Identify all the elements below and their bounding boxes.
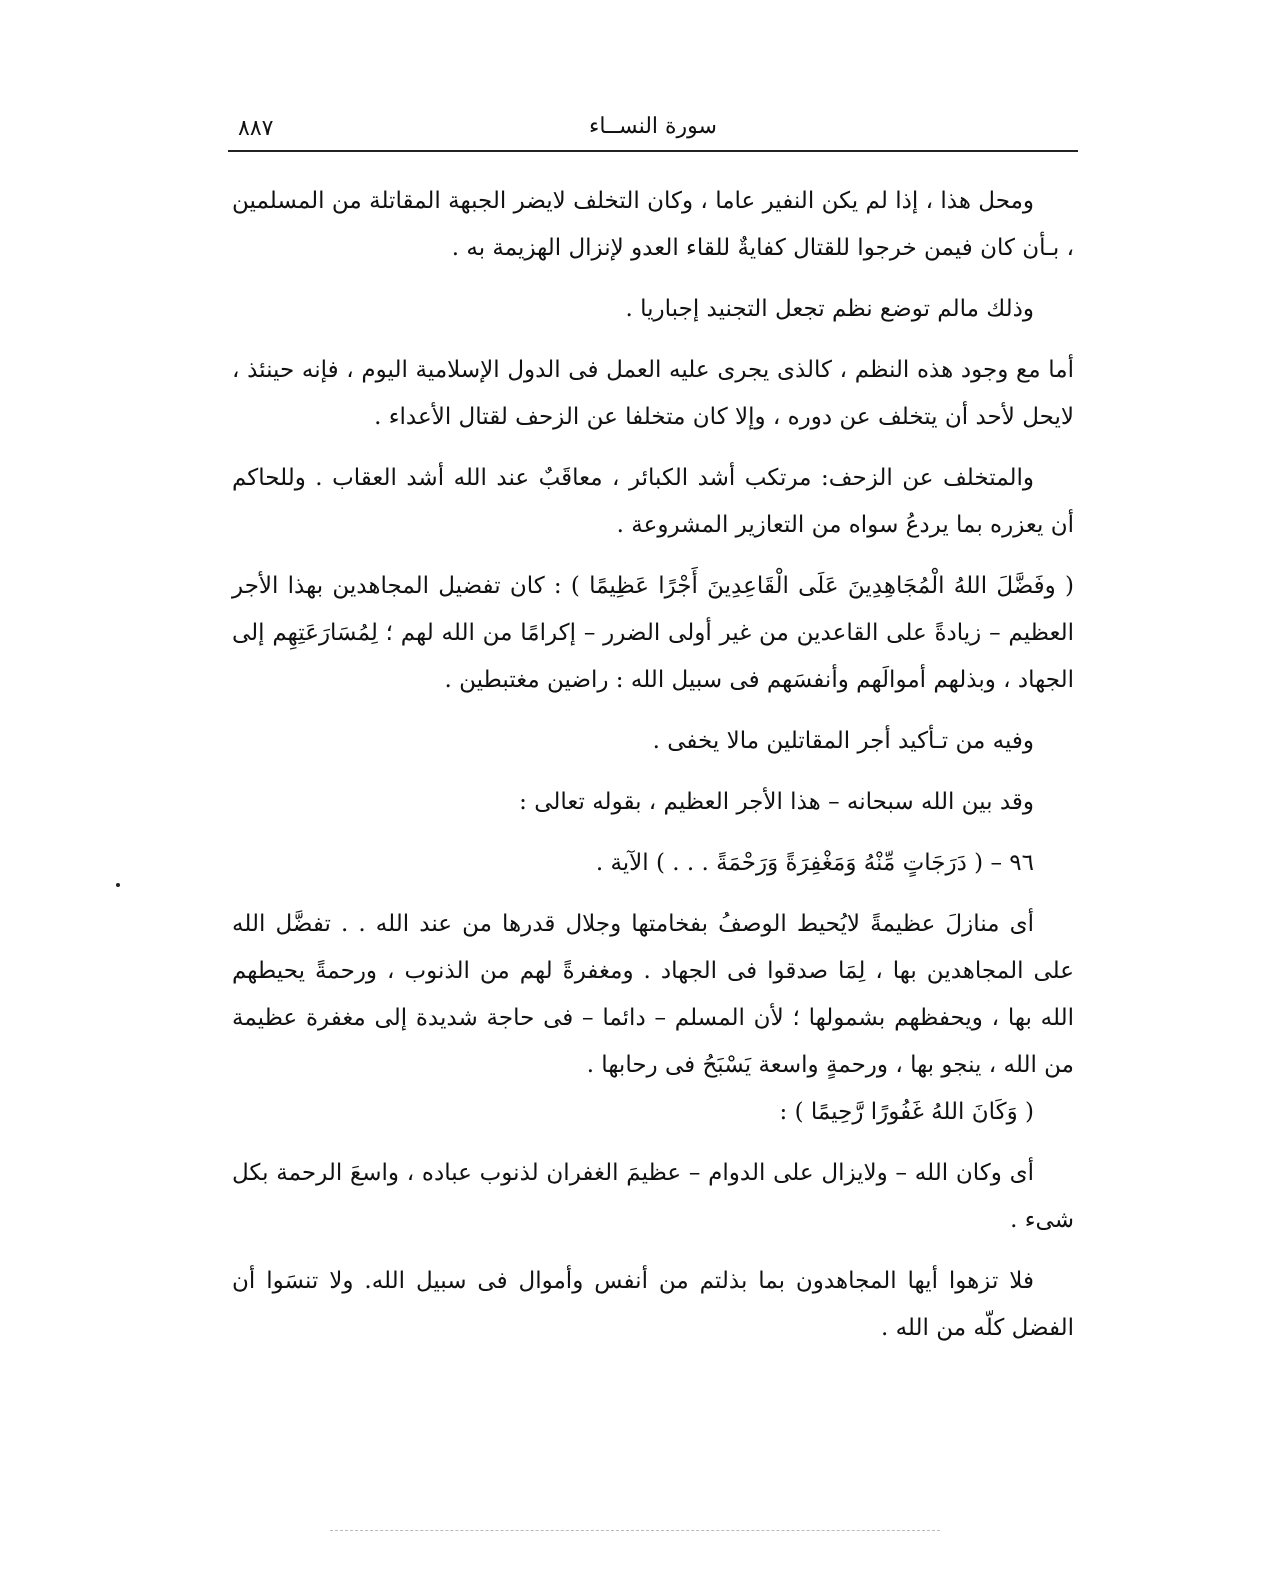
paragraph-conditions: ومحل هذا ، إذا لم يكن النفير عاما ، وكان التخلف لايضر الجبهة المقاتلة من المسلمين ، بـأن كان فيمن خرجوا للقتال كفايةٌ للقاء العدو لإنزال الهزيمة به .	[232, 188, 1074, 261]
page-number: ٨٨٧	[238, 116, 274, 141]
paragraph-conclusion: فلا تزهوا أيها المجاهدون بما بذلتم من أنفس وأموال فى سبيل الله. ولا تنسَوا أن الفضل كلّه من الله .	[232, 1268, 1074, 1341]
body-text	[232, 178, 1074, 1352]
header-rule	[228, 150, 1078, 152]
page-header	[228, 112, 1078, 148]
verse-forgiving: ( وَكَانَ اللهُ غَفُورًا رَّحِيمًا ) :	[779, 1099, 1034, 1125]
paragraph-ranks: أى منازلَ عظيمةً لايُحيط الوصفُ بفخامتها وجلال قدرها من عند الله . . تفضَّل الله على المجاهدين بها ، لِمَا صدقوا فى الجهاد . ومغفرةً لهم من الذنوب ، ورحمةً يحيطهم الله بها ، ويحفظهم بشمولها ؛ لأن المسلم – دائما – فى حاجة شديدة إلى مغفرة عظيمة من الله ، ينجو بها ، ورحمةٍ واسعة يَسْبَحُ فى رحابها .	[232, 911, 1074, 1078]
paragraph-conscription: وذلك مالم توضع نظم تجعل التجنيد إجباريا .	[625, 296, 1034, 322]
paragraph-explanation-intro: وقد بين الله سبحانه – هذا الأجر العظيم ، بقوله تعالى :	[519, 789, 1034, 815]
paragraph-forgiveness: أى وكان الله – ولايزال على الدوام – عظيمَ الغفران لذنوب عباده ، واسعَ الرحمة بكل شىء .	[232, 1160, 1074, 1233]
scan-speck	[116, 883, 120, 887]
paragraph-verse-preference: ( وفَضَّلَ اللهُ الْمُجَاهِدِينَ عَلَى الْقَاعِدِينَ أَجْرًا عَظِيمًا ) : كان تفضيل المجاهدين بهذا الأجر العظيم – زيادةً على القاعدين من غير أولى الضرر – إكرامًا من الله لهم ؛ لِمُسَارَعَتِهِم إلى الجهاد ، وبذلهم أموالَهم وأنفسَهم فى سبيل الله : راضين مغتبطين .	[232, 573, 1074, 693]
verse-96: ٩٦ – ( دَرَجَاتٍ مِّنْهُ وَمَغْفِرَةً وَرَحْمَةً . . . ) الآية .	[595, 850, 1034, 876]
running-title: سورة النســاء	[589, 114, 717, 139]
paragraph-emphasis: وفيه من تـأكيد أجر المقاتلين مالا يخفى .	[652, 728, 1034, 754]
paragraph-deserter: والمتخلف عن الزحف: مرتكب أشد الكبائر ، معاقَبٌ عند الله أشد العقاب . وللحاكم أن يعزره بما يردعُ سواه من التعازير المشروعة .	[232, 465, 1074, 538]
footer-scan-line	[330, 1530, 940, 1531]
paragraph-modern-systems: أما مع وجود هذه النظم ، كالذى يجرى عليه العمل فى الدول الإسلامية اليوم ، فإنه حينئذ ، لايحل لأحد أن يتخلف عن دوره ، وإلا كان متخلفا عن الزحف لقتال الأعداء .	[232, 357, 1074, 430]
